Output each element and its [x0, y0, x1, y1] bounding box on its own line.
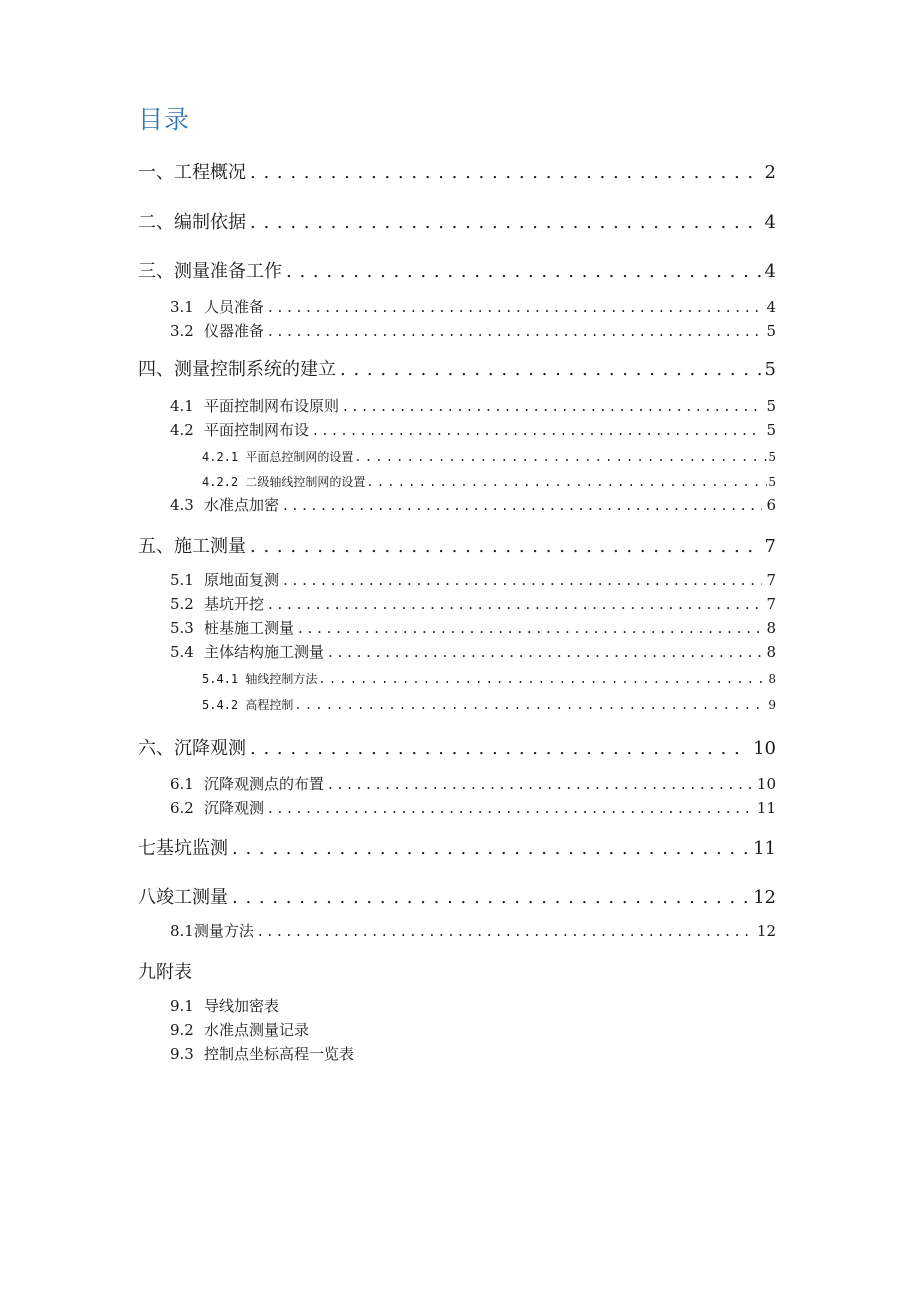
toc-entry[interactable] [138, 883, 776, 909]
toc-leader [250, 162, 761, 183]
toc-entry[interactable] [170, 593, 776, 615]
toc-entry-label: 3.1 人员准备 [170, 298, 265, 316]
toc-entry-label: 5.3 桩基施工测量 [170, 619, 295, 637]
toc-entry-label: 6.2 沉降观测 [170, 799, 265, 817]
toc-entry-label: 八竣工测量 [138, 887, 228, 908]
toc-entry-page: 9 [768, 698, 776, 712]
toc-entry-label: 6.1 沉降观测点的布置 [170, 775, 325, 793]
toc-entry-page: 6 [766, 496, 776, 514]
toc-leader [286, 261, 761, 282]
toc-entry[interactable] [138, 532, 776, 558]
toc-entry[interactable] [202, 473, 776, 491]
toc-appendix-item[interactable] [170, 1019, 776, 1041]
toc-entry-page: 4 [766, 298, 776, 316]
toc-entry[interactable] [170, 773, 776, 795]
toc-entry-page: 5 [764, 359, 776, 380]
toc-entry-page: 5 [766, 397, 776, 415]
toc-appendix-label: 导线加密表 [204, 997, 280, 1015]
toc-entry-label: 8.1测量方法 [170, 922, 254, 940]
toc-leader [268, 595, 762, 613]
toc-entry[interactable] [170, 494, 776, 516]
toc-entry-label: 四、测量控制系统的建立 [138, 359, 336, 380]
toc-leader [250, 738, 749, 759]
toc-entry[interactable] [170, 320, 776, 342]
toc-entry-label: 5.2 基坑开挖 [170, 595, 265, 613]
toc-entry-label: 4.2 平面控制网布设 [170, 421, 310, 439]
toc-appendix-num: 9.3 [170, 1045, 194, 1063]
toc-appendix-label: 控制点坐标高程一览表 [204, 1045, 355, 1063]
toc-entry-page: 2 [764, 162, 776, 183]
toc-entry[interactable] [138, 355, 776, 381]
toc-entry[interactable] [170, 419, 776, 441]
toc-entry-label: 5.1 原地面复测 [170, 571, 280, 589]
toc-appendix-num: 9.1 [170, 997, 194, 1015]
toc-leader [268, 298, 762, 316]
toc-leader [313, 421, 762, 439]
toc-entry-label: 3.2 仪器准备 [170, 322, 265, 340]
toc-entry-page: 4 [764, 261, 776, 282]
toc-entry-label: 六、沉降观测 [138, 738, 246, 759]
toc-entry-page: 4 [764, 212, 776, 233]
toc-entry[interactable] [138, 158, 776, 184]
toc-leader [294, 698, 767, 712]
toc-entry[interactable] [170, 797, 776, 819]
toc-entry[interactable] [202, 448, 776, 466]
toc-entry[interactable] [138, 208, 776, 234]
toc-leader [283, 496, 762, 514]
page-title: 目录 [138, 105, 191, 134]
toc-entry-label: 一、工程概况 [138, 162, 246, 183]
toc-entry-page: 5 [768, 450, 776, 464]
toc-leader [328, 643, 762, 661]
toc-leader [250, 212, 761, 233]
toc-entry[interactable] [170, 569, 776, 591]
toc-entry-page: 8 [766, 619, 776, 637]
toc-entry-page: 12 [753, 887, 776, 908]
toc-entry-label: 五、施工测量 [138, 536, 246, 557]
toc-entry-page: 8 [766, 643, 776, 661]
toc-entry-label: 七基坑监测 [138, 838, 228, 859]
toc-entry[interactable] [170, 395, 776, 417]
toc-entry[interactable] [170, 296, 776, 318]
toc-leader [366, 475, 767, 489]
toc-leader [340, 359, 761, 380]
toc-entry-page: 5 [768, 475, 776, 489]
toc-entry-page: 10 [753, 738, 776, 759]
toc-entry-label: 4.3 水准点加密 [170, 496, 280, 514]
toc-entry-label: 5.4 主体结构施工测量 [170, 643, 325, 661]
toc-entry[interactable] [138, 257, 776, 283]
toc-leader [354, 450, 767, 464]
toc-leader [232, 887, 749, 908]
toc-entry-label: 4.1 平面控制网布设原则 [170, 397, 340, 415]
toc-entry-label: 5.4.2 高程控制 [202, 698, 294, 712]
toc-entry-page: 12 [756, 922, 776, 940]
toc-entry-label: 三、测量准备工作 [138, 261, 282, 282]
toc-appendix-heading[interactable]: 九附表 [138, 962, 192, 983]
toc-appendix-item[interactable] [170, 1043, 776, 1065]
toc-leader [250, 536, 761, 557]
toc-entry-page: 7 [764, 536, 776, 557]
toc-entry[interactable] [202, 670, 776, 688]
toc-leader [318, 672, 767, 686]
toc-entry-label: 4.2.1 平面总控制网的设置 [202, 450, 354, 464]
toc-leader [268, 799, 753, 817]
toc-leader [232, 838, 749, 859]
toc-entry-label: 5.4.1 轴线控制方法 [202, 672, 318, 686]
toc-leader [328, 775, 753, 793]
toc-entry-label: 4.2.2 二级轴线控制网的设置 [202, 475, 366, 489]
toc-entry[interactable] [138, 734, 776, 760]
toc-entry[interactable] [170, 617, 776, 639]
toc-leader [343, 397, 762, 415]
toc-leader [268, 322, 762, 340]
toc-entry[interactable] [138, 834, 776, 860]
toc-leader [283, 571, 762, 589]
toc-entry[interactable] [170, 920, 776, 942]
toc-appendix-item[interactable] [170, 995, 776, 1017]
toc-leader [258, 922, 753, 940]
toc-entry-page: 7 [766, 571, 776, 589]
toc-entry-page: 8 [768, 672, 776, 686]
toc-entry-page: 11 [756, 799, 776, 817]
toc-entry-page: 10 [756, 775, 776, 793]
toc-entry-page: 11 [753, 838, 776, 859]
toc-entry-label: 二、编制依据 [138, 212, 246, 233]
toc-entry-page: 5 [766, 421, 776, 439]
toc-leader [298, 619, 762, 637]
toc-appendix-num: 9.2 [170, 1021, 194, 1039]
toc-entry-page: 5 [766, 322, 776, 340]
toc-entry-page: 7 [766, 595, 776, 613]
toc-appendix-label: 水准点测量记录 [204, 1021, 310, 1039]
toc-entry[interactable] [170, 641, 776, 663]
toc-entry[interactable] [202, 696, 776, 714]
